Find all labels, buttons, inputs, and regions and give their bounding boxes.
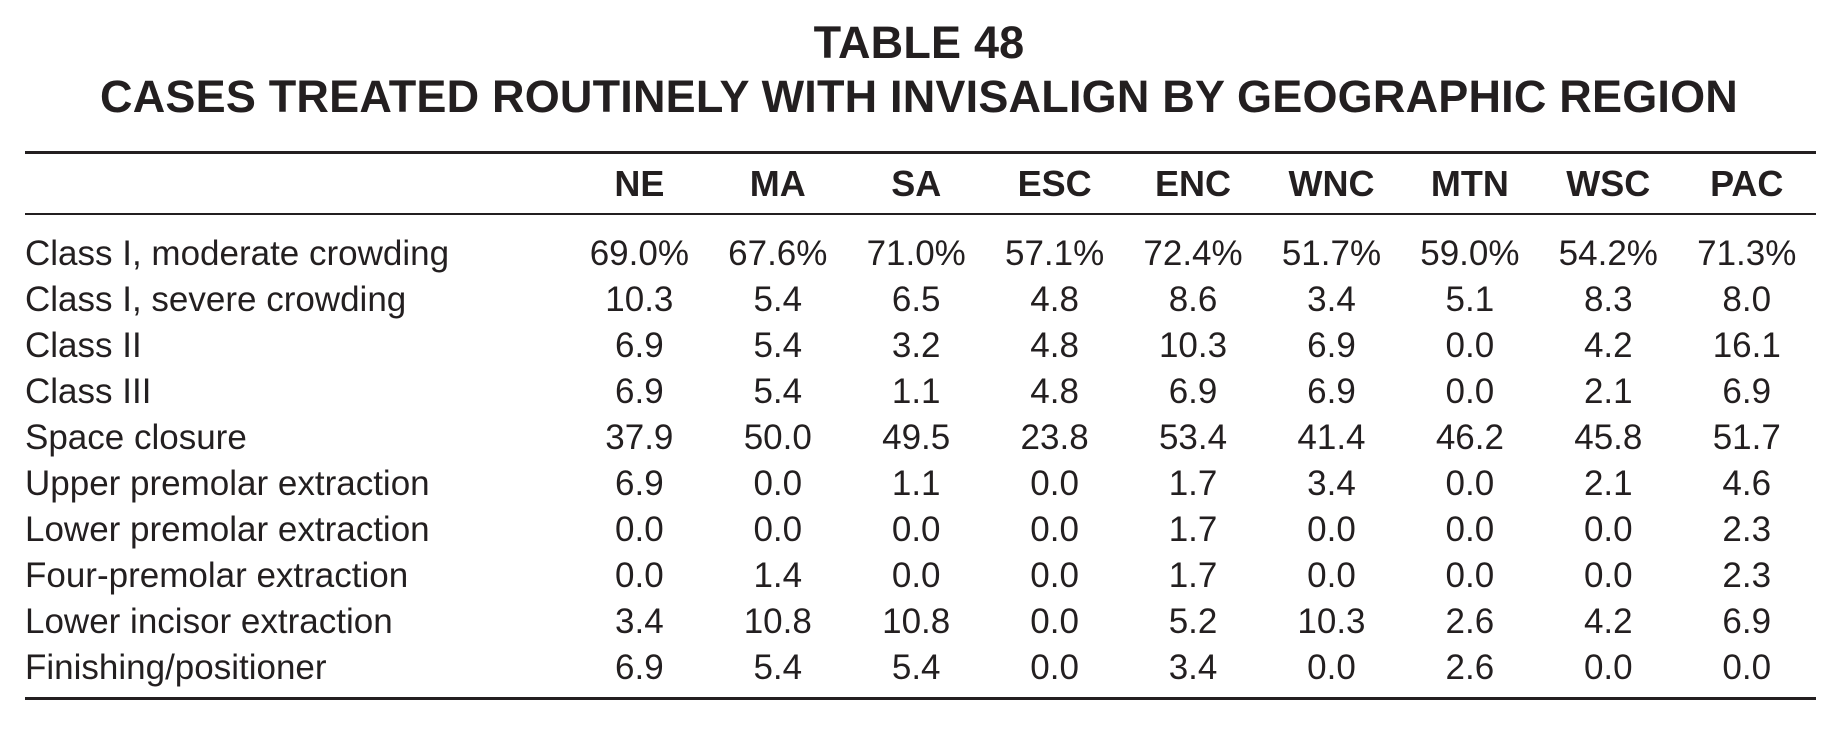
data-table — [25, 155, 1816, 691]
row-label: Finishing/positioner — [25, 648, 327, 687]
cell-value: 1.7 — [1168, 464, 1218, 503]
cell-value: 51.7% — [1281, 234, 1382, 273]
cell-value: 50.0 — [743, 418, 812, 457]
cell-value: 3.4 — [1307, 280, 1356, 319]
cell-value: 5.2 — [1168, 602, 1218, 641]
cell-value: 4.6 — [1722, 464, 1772, 503]
cell-value: 0.0 — [1722, 648, 1772, 687]
cell-value: 2.1 — [1583, 372, 1633, 411]
cell-value: 1.1 — [891, 464, 941, 503]
cell-value: 5.4 — [753, 326, 803, 365]
cell-value: 8.6 — [1168, 280, 1218, 319]
cell-value: 0.0 — [1583, 648, 1633, 687]
column-header-wsc: WSC — [1566, 163, 1651, 204]
row-label: Class I, moderate crowding — [25, 234, 450, 273]
cell-value: 3.2 — [891, 326, 941, 365]
cell-value: 5.1 — [1445, 280, 1495, 319]
cell-value: 0.0 — [1583, 510, 1633, 549]
column-header-mtn: MTN — [1430, 163, 1509, 204]
cell-value: 10.3 — [605, 280, 674, 319]
cell-value: 10.8 — [743, 602, 812, 641]
cell-value: 5.4 — [753, 372, 803, 411]
cell-value: 3.4 — [1307, 464, 1356, 503]
cell-value: 2.3 — [1722, 510, 1772, 549]
cell-value: 10.3 — [1297, 602, 1366, 641]
row-label: Class II — [25, 326, 142, 365]
cell-value: 2.3 — [1722, 556, 1772, 595]
cell-value: 2.1 — [1583, 464, 1633, 503]
cell-value: 6.9 — [615, 372, 664, 411]
header-row — [25, 155, 1816, 213]
table-row — [25, 553, 1816, 599]
cell-value: 0.0 — [891, 510, 941, 549]
cell-value: 67.6% — [728, 234, 828, 273]
row-label: Space closure — [25, 418, 247, 457]
cell-value: 6.9 — [615, 464, 664, 503]
cell-value: 4.8 — [1030, 372, 1079, 411]
cell-value: 59.0% — [1420, 234, 1520, 273]
cell-value: 6.9 — [1722, 372, 1772, 411]
table-row — [25, 599, 1816, 645]
cell-value: 71.3% — [1697, 234, 1797, 273]
cell-value: 0.0 — [1307, 510, 1356, 549]
cell-value: 0.0 — [615, 510, 664, 549]
column-header-sa: SA — [891, 163, 942, 204]
cell-value: 0.0 — [1307, 556, 1356, 595]
cell-value: 1.4 — [753, 556, 803, 595]
cell-value: 53.4 — [1158, 418, 1228, 457]
cell-value: 0.0 — [1445, 464, 1495, 503]
table-row — [25, 277, 1816, 323]
cell-value: 57.1% — [1004, 234, 1105, 273]
cell-value: 23.8 — [1020, 418, 1089, 457]
cell-value: 1.7 — [1168, 556, 1218, 595]
cell-value: 41.4 — [1297, 418, 1366, 457]
cell-value: 0.0 — [753, 510, 803, 549]
row-label: Class III — [25, 372, 152, 411]
cell-value: 49.5 — [882, 418, 951, 457]
cell-value: 46.2 — [1435, 418, 1504, 457]
cell-value: 1.1 — [891, 372, 941, 411]
column-header-ma: MA — [749, 163, 806, 204]
cell-value: 0.0 — [1030, 556, 1079, 595]
cell-value: 0.0 — [1445, 372, 1495, 411]
cell-value: 0.0 — [1445, 556, 1495, 595]
cell-value: 8.3 — [1583, 280, 1633, 319]
table-row — [25, 645, 1816, 691]
cell-value: 4.8 — [1030, 326, 1079, 365]
cell-value: 0.0 — [1445, 510, 1495, 549]
cell-value: 0.0 — [891, 556, 941, 595]
cell-value: 2.6 — [1445, 602, 1495, 641]
top-rule — [25, 151, 1816, 154]
cell-value: 0.0 — [753, 464, 803, 503]
cell-value: 10.3 — [1158, 326, 1228, 365]
table-body — [25, 213, 1816, 691]
cell-value: 6.9 — [615, 326, 664, 365]
cell-value: 3.4 — [1168, 648, 1218, 687]
table-row — [25, 369, 1816, 415]
cell-value: 6.9 — [1168, 372, 1218, 411]
cell-value: 0.0 — [1030, 648, 1079, 687]
cell-value: 8.0 — [1722, 280, 1772, 319]
cell-value: 72.4% — [1143, 234, 1243, 273]
row-label: Lower incisor extraction — [25, 602, 393, 641]
cell-value: 16.1 — [1712, 326, 1781, 365]
cell-value: 10.8 — [882, 602, 951, 641]
cell-value: 37.9 — [605, 418, 674, 457]
row-label: Class I, severe crowding — [25, 280, 407, 319]
cell-value: 0.0 — [1030, 602, 1079, 641]
cell-value: 4.8 — [1030, 280, 1079, 319]
cell-value: 54.2% — [1558, 234, 1658, 273]
column-header-enc: ENC — [1155, 163, 1232, 204]
header-corner — [25, 155, 570, 213]
table-title-block — [0, 16, 1838, 124]
cell-value: 0.0 — [615, 556, 664, 595]
cell-value: 4.2 — [1583, 602, 1633, 641]
cell-value: 1.7 — [1168, 510, 1218, 549]
cell-value: 4.2 — [1583, 326, 1633, 365]
table-row — [25, 415, 1816, 461]
cell-value: 5.4 — [891, 648, 941, 687]
cell-value: 6.9 — [615, 648, 664, 687]
header-spacer — [25, 213, 1816, 231]
cell-value: 0.0 — [1583, 556, 1633, 595]
column-header-esc: ESC — [1017, 163, 1092, 204]
table-row — [25, 461, 1816, 507]
cell-value: 6.9 — [1722, 602, 1772, 641]
cell-value: 3.4 — [615, 602, 664, 641]
cell-value: 51.7 — [1712, 418, 1781, 457]
row-label: Four-premolar extraction — [25, 556, 409, 595]
table-number: TABLE 48 — [813, 17, 1025, 68]
row-label: Upper premolar extraction — [25, 464, 430, 503]
column-header-wnc: WNC — [1288, 163, 1375, 204]
table-row — [25, 323, 1816, 369]
cell-value: 0.0 — [1445, 326, 1495, 365]
column-header-ne: NE — [614, 163, 665, 204]
cell-value: 0.0 — [1307, 648, 1356, 687]
cell-value: 0.0 — [1030, 510, 1079, 549]
bottom-rule — [25, 697, 1816, 700]
cell-value: 0.0 — [1030, 464, 1079, 503]
cell-value: 2.6 — [1445, 648, 1495, 687]
column-header-pac: PAC — [1710, 163, 1784, 204]
table-row — [25, 507, 1816, 553]
cell-value: 69.0% — [589, 234, 689, 273]
cell-value: 5.4 — [753, 648, 803, 687]
table-title: CASES TREATED ROUTINELY WITH INVISALIGN BY GEOGRAPHIC REGION — [100, 71, 1738, 122]
cell-value: 5.4 — [753, 280, 803, 319]
row-label: Lower premolar extraction — [25, 510, 430, 549]
cell-value: 6.9 — [1307, 326, 1356, 365]
cell-value: 45.8 — [1574, 418, 1643, 457]
cell-value: 6.5 — [891, 280, 941, 319]
table-row — [25, 231, 1816, 277]
cell-value: 6.9 — [1307, 372, 1356, 411]
cell-value: 71.0% — [866, 234, 966, 273]
